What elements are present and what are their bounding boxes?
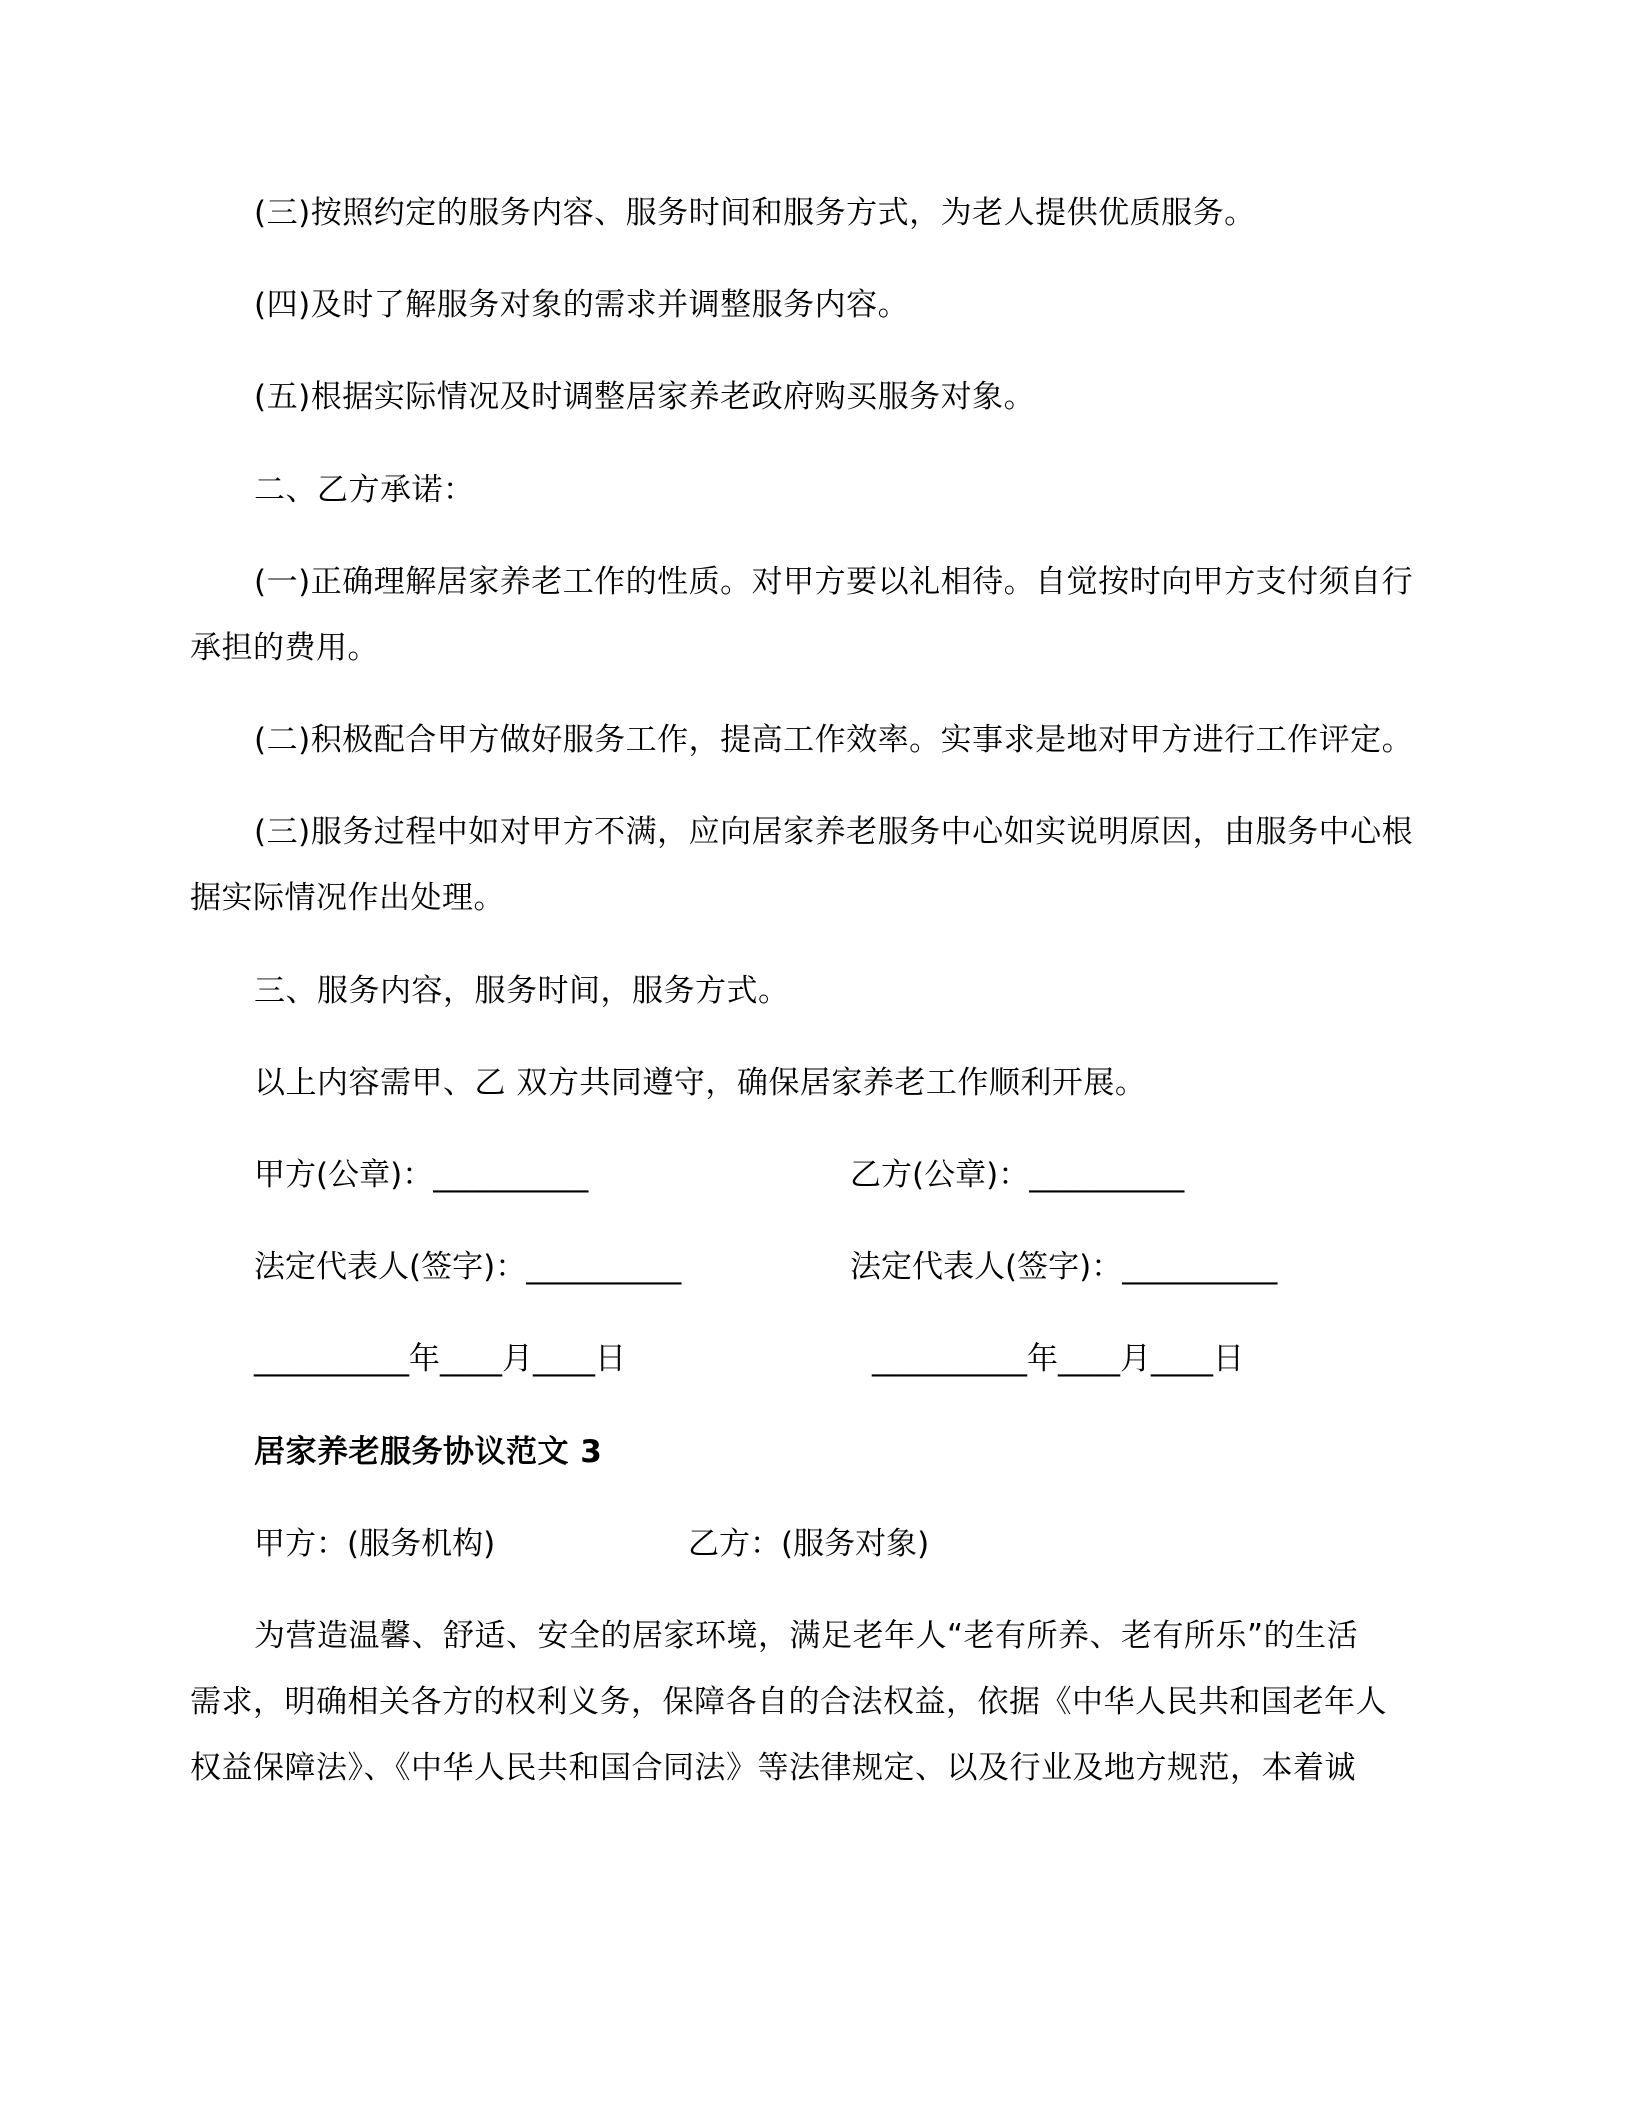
paragraph-mutual-compliance: 以上内容需甲、乙 双方共同遵守，确保居家养老工作顺利开展。	[254, 1065, 1147, 1101]
heading-party-b-commitments: 二、乙方承诺：	[254, 472, 475, 508]
paragraph-line: 为营造温馨、舒适、安全的居家环境，满足老年人“老有所养、老有所乐”的生活	[254, 1618, 1359, 1654]
party-a-label: 甲方：(服务机构)	[254, 1526, 496, 1562]
party-b-seal-field: 乙方(公章)：__________	[850, 1157, 1185, 1193]
heading-service-terms: 三、服务内容，服务时间，服务方式。	[254, 973, 790, 1009]
paragraph-service-quality: (三)按照约定的服务内容、服务时间和服务方式，为老人提供优质服务。	[254, 195, 1256, 231]
paragraph-line: 需求，明确相关各方的权利义务，保障各自的合法权益，依据《中华人民共和国老年人	[190, 1684, 1387, 1720]
party-b-representative-field: 法定代表人(签字)：__________	[850, 1249, 1278, 1285]
paragraph-party-b-commitment-1	[190, 549, 1430, 681]
paragraph-party-b-commitment-3	[190, 799, 1430, 931]
paragraph-adjust-recipients: (五)根据实际情况及时调整居家养老政府购买服务对象。	[254, 379, 1036, 415]
paragraph-party-b-commitment-2: (二)积极配合甲方做好服务工作，提高工作效率。实事求是地对甲方进行工作评定。	[254, 722, 1414, 758]
paragraph-line: 据实际情况作出处理。	[190, 880, 505, 916]
paragraph-line: 承担的费用。	[190, 630, 379, 666]
party-a-representative-field: 法定代表人(签字)：__________	[254, 1249, 682, 1285]
paragraph-adjust-content: (四)及时了解服务对象的需求并调整服务内容。	[254, 287, 910, 323]
paragraph-line: (三)服务过程中如对甲方不满，应向居家养老服务中心如实说明原因，由服务中心根	[254, 814, 1414, 850]
paragraph-line: 权益保障法》、《中华人民共和国合同法》等法律规定、以及行业及地方规范，本着诚	[190, 1750, 1356, 1786]
party-b-date-field: __________年____月____日	[872, 1341, 1244, 1377]
section-title: 居家养老服务协议范文 3	[254, 1434, 603, 1470]
paragraph-line: (一)正确理解居家养老工作的性质。对甲方要以礼相待。自觉按时向甲方支付须自行	[254, 564, 1414, 600]
party-a-seal-field: 甲方(公章)：__________	[254, 1157, 589, 1193]
party-a-date-field: __________年____月____日	[254, 1341, 626, 1377]
party-b-label: 乙方：(服务对象)	[688, 1526, 930, 1562]
paragraph-intro	[190, 1603, 1430, 1801]
